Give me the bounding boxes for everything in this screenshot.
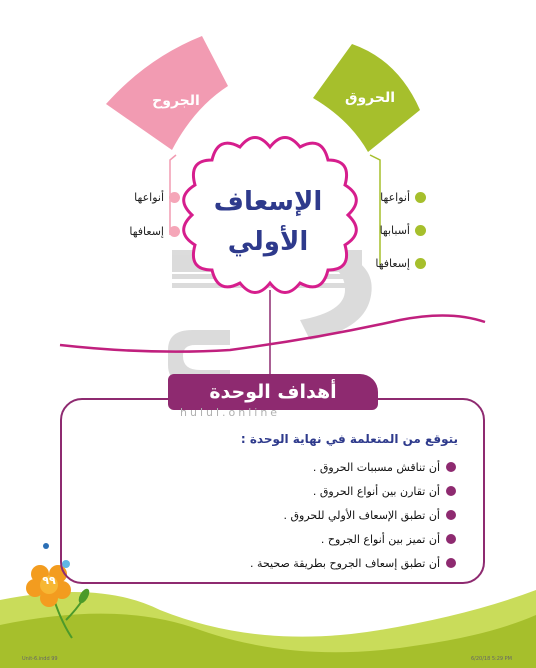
objective-item: أن تناقش مسببات الحروق . bbox=[126, 455, 456, 479]
purple-bullet-icon bbox=[446, 510, 456, 520]
pink-bullet-icon bbox=[169, 192, 180, 203]
wavy-divider bbox=[60, 315, 485, 351]
green-bullet-icon bbox=[415, 225, 426, 236]
footer-timestamp: 6/20/18 5:29 PM bbox=[470, 656, 512, 662]
objectives-list bbox=[126, 455, 456, 575]
objectives-banner: أهداف الوحدة bbox=[168, 374, 378, 410]
wounds-branch-item: إسعافها bbox=[129, 225, 180, 238]
objective-item: أن تطبق إسعاف الجروح بطريقة صحيحة . bbox=[126, 551, 456, 575]
objective-item: أن تطبق الإسعاف الأولي للحروق . bbox=[126, 503, 456, 527]
page-number: ٩٩ bbox=[42, 574, 56, 587]
pink-bullet-icon bbox=[169, 226, 180, 237]
purple-bullet-icon bbox=[446, 534, 456, 544]
first-aid-title bbox=[193, 182, 343, 262]
objectives-intro: يتوقع من المتعلمة في نهاية الوحدة : bbox=[240, 432, 458, 446]
footer-file-info: Unit-6.indd 99 bbox=[22, 656, 58, 662]
objective-item: أن تميز بين أنواع الجروح . bbox=[126, 527, 456, 551]
purple-bullet-icon bbox=[446, 462, 456, 472]
burns-branch-item: أسبابها bbox=[380, 224, 426, 237]
wounds-label: الجروح bbox=[152, 93, 200, 109]
purple-bullet-icon bbox=[446, 558, 456, 568]
burns-label: الحروق bbox=[344, 90, 396, 106]
wounds-branch-item: أنواعها bbox=[134, 191, 180, 204]
burns-branch-item: أنواعها bbox=[380, 191, 426, 204]
purple-bullet-icon bbox=[446, 486, 456, 496]
green-bullet-icon bbox=[415, 192, 426, 203]
watermark-text: hulul.online bbox=[180, 406, 281, 419]
objective-item: أن تقارن بين أنواع الحروق . bbox=[126, 479, 456, 503]
burns-branch-item: إسعافها bbox=[375, 257, 426, 270]
green-bullet-icon bbox=[415, 258, 426, 269]
first-aid-title-line2: الأولي bbox=[227, 227, 309, 257]
first-aid-title-line1: الإسعاف bbox=[213, 187, 323, 217]
